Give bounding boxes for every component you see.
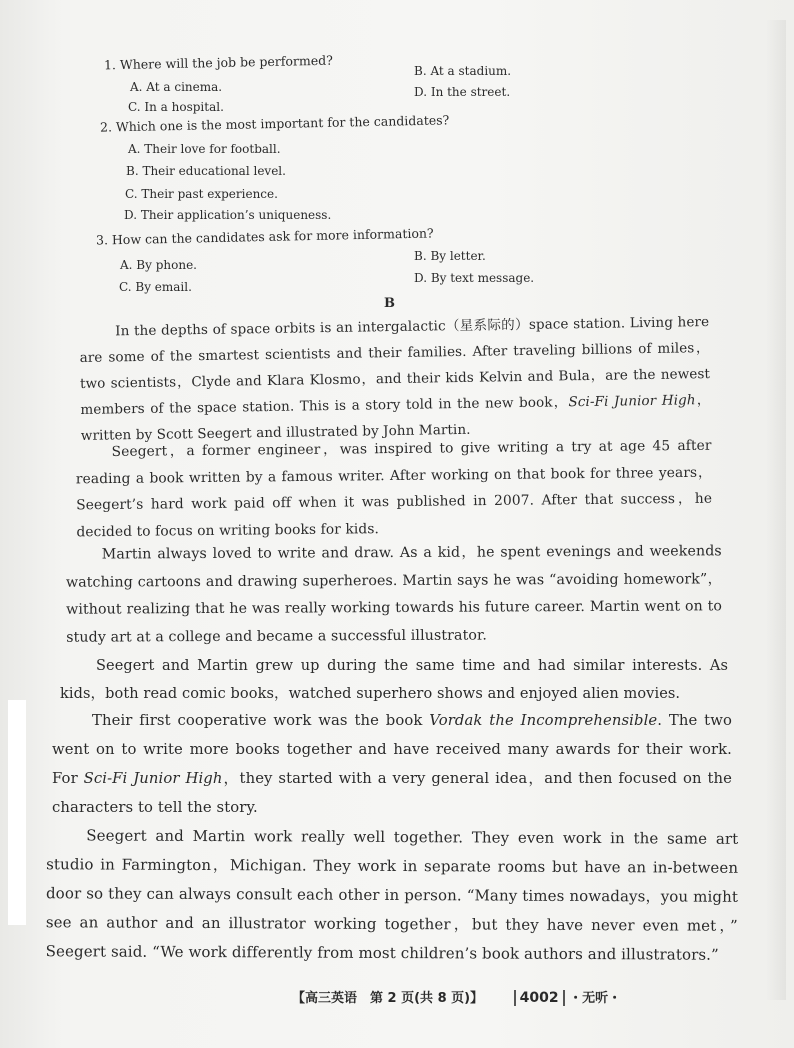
question-3-option-d: D. By text message. [414, 271, 535, 285]
question-1-option-a: A. At a cinema. [130, 80, 223, 94]
question-1-option-d: D. In the street. [414, 85, 511, 99]
question-2-option-c: C. Their past experience. [125, 187, 278, 201]
question-3-option-a: A. By phone. [120, 258, 197, 272]
passage-paragraph-4: Seegert and Martin grew up during the same time and had similar interests. As kids，both read comic books，watched superhero shows and enjoyed alien movies. [60, 658, 728, 702]
question-3-option-b: B. By letter. [414, 249, 486, 263]
margin-strip [8, 700, 26, 925]
question-2-option-b: B. Their educational level. [126, 164, 286, 178]
question-3-stem: 3. How can the candidates ask for more information? [95, 225, 434, 248]
section-label: B [384, 296, 395, 311]
passage-paragraph-1: In the depths of space orbits is an intergalactic（星系际的）space station. Living here are some of the smartest scientists and their families. After traveling billions of miles，two scientists，Clyde and Klara Klosmo，and their kids Kelvin and Bula，are the newest members of the space station. This is a story told in the new book，Sci-Fi Junior High，written by Scott Seegert and illustrated by John Martin. [79, 314, 711, 444]
footer-code: 4002 [514, 990, 565, 1006]
book-title-scifi: Sci-Fi Junior High [83, 770, 223, 787]
question-3-option-c: C. By email. [119, 280, 192, 294]
question-1-option-c: C. In a hospital. [128, 100, 224, 114]
passage-paragraph-6: Seegert and Martin work really well together. They even work in the same art studio in Farmington，Michigan. They work in separate rooms but have an in-between door so they can always consult each other in person. “Many times nowadays，you might see an author and an illustrator working together，but they have never even met，” Seegert said. “We work differently from most children’s book authors and illustrators.” [45, 826, 739, 964]
footer-label: 【高三英语 第 2 页(共 8 页)】 [292, 991, 484, 1006]
book-title-vordak: Vordak the Incomprehensible [429, 712, 658, 729]
passage-paragraph-2: Seegert，a former engineer，was inspired to give writing a try at age 45 after reading a book written by a famous writer. After working on that book for three years，Seegert’s hard work paid off when it was published in 2007. After that success，he decided to focus on writing books for kids. [75, 437, 713, 540]
passage-paragraph-5: Their first cooperative work was the book Vordak the Incomprehensible. The two went on to write more books together and have received many awards for their work. For Sci-Fi Junior High，they started with a very general idea，and then focused on the characters to tell the story. [52, 712, 733, 816]
footer-suffix: ・无听・ [569, 991, 622, 1006]
question-2-option-a: A. Their love for football. [128, 142, 281, 156]
passage-paragraph-3: Martin always loved to write and draw. As a kid，he spent evenings and weekends watching cartoons and drawing superheroes. Martin says he was “avoiding homework”，without realizing that he was really working towards his future career. Martin went on to study art at a college and became a successful illustrator. [65, 543, 723, 646]
question-1-option-b: B. At a stadium. [414, 64, 512, 78]
page-footer [292, 987, 621, 1006]
question-2-stem: 2. Which one is the most important for the candidates? [99, 112, 450, 135]
question-1-stem: 1. Where will the job be performed? [103, 52, 333, 73]
book-title: Sci-Fi Junior High [568, 392, 696, 411]
page-edge-shadow [766, 20, 786, 1000]
question-2-option-d: D. Their application’s uniqueness. [124, 208, 332, 222]
